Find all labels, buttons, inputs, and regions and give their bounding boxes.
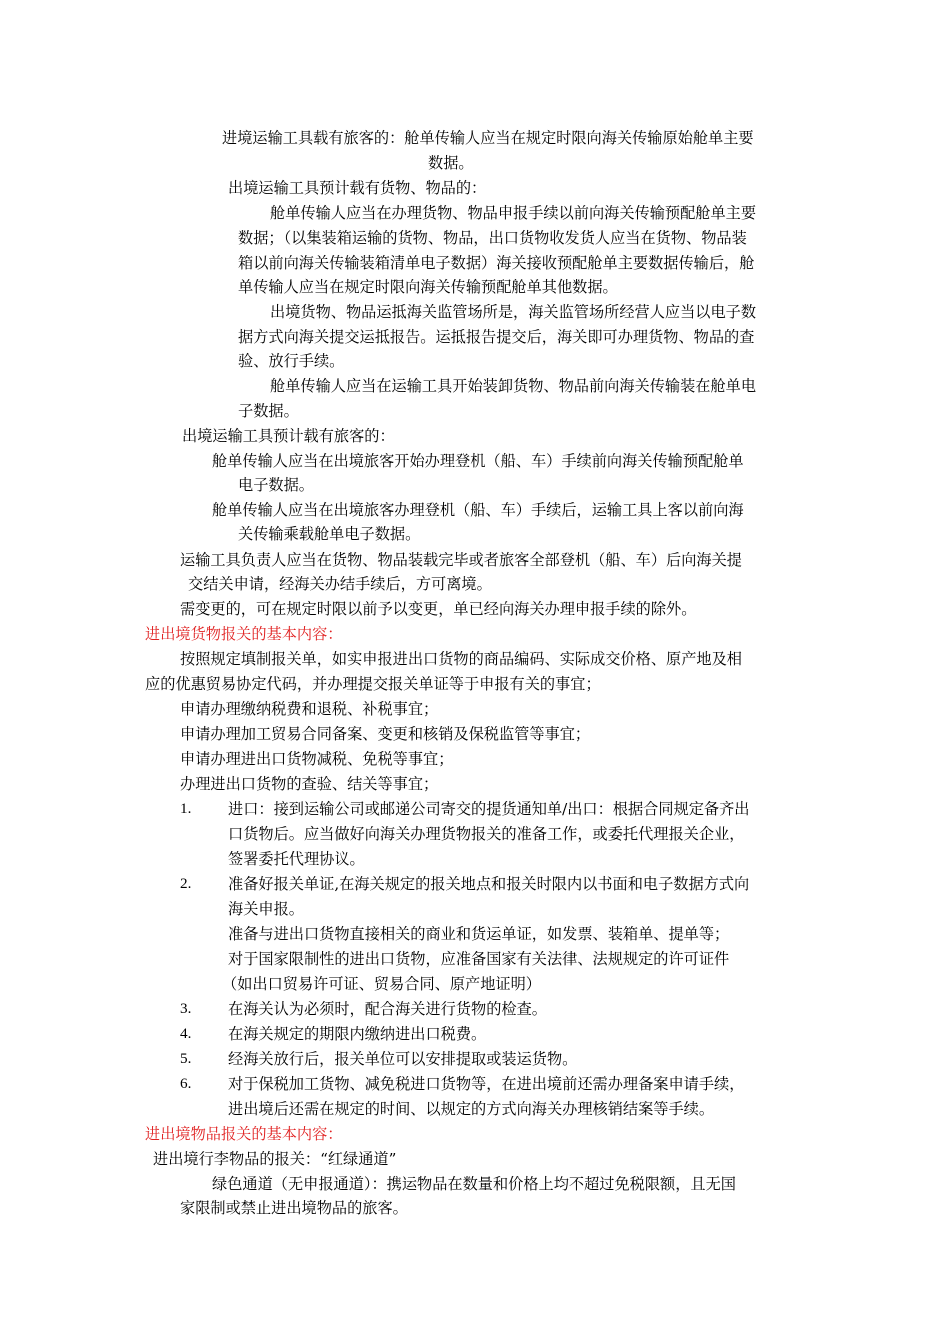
step-line: 准备与进出口货物直接相关的商业和货运单证，如发票、装箱单、提单等； bbox=[228, 925, 730, 943]
paragraph-line: 舱单传输人应当在办理货物、物品申报手续以前向海关传输预配舱单主要 bbox=[270, 204, 756, 222]
paragraph-line: 子数据。 bbox=[238, 402, 299, 420]
step-line: 海关申报。 bbox=[228, 900, 304, 918]
goods-section-heading: 进出境货物报关的基本内容： bbox=[145, 625, 343, 643]
paragraph-line: 交结关申请，经海关办结手续后，方可离境。 bbox=[188, 575, 492, 593]
step-number: 1. bbox=[180, 800, 192, 817]
step-line: 在海关规定的期限内缴纳进出口税费。 bbox=[228, 1025, 487, 1043]
paragraph-line: 单传输人应当在规定时限向海关传输预配舱单其他数据。 bbox=[238, 278, 618, 296]
step-line: 签署委托代理协议。 bbox=[228, 850, 365, 868]
paragraph-line: 需变更的，可在规定时限以前予以变更，单已经向海关办理申报手续的除外。 bbox=[180, 600, 697, 618]
step-line: 经海关放行后，报关单位可以安排提取或装运货物。 bbox=[228, 1050, 578, 1068]
paragraph-line: 绿色通道（无申报通道）：携运物品在数量和价格上均不超过免税限额，且无国 bbox=[212, 1175, 736, 1193]
paragraph-line: 出境货物、物品运抵海关监管场所是，海关监管场所经营人应当以电子数 bbox=[270, 303, 756, 321]
step-number: 3. bbox=[180, 1000, 192, 1017]
step-line: 口货物后。应当做好向海关办理货物报关的准备工作，或委托代理报关企业， bbox=[228, 825, 745, 843]
step-line: 对于保税加工货物、减免税进口货物等，在进出境前还需办理备案申请手续， bbox=[228, 1075, 745, 1093]
step-number: 4. bbox=[180, 1025, 192, 1042]
paragraph-line: 运输工具负责人应当在货物、物品装载完毕或者旅客全部登机（船、车）后向海关提 bbox=[180, 551, 742, 569]
paragraph-line: 舱单传输人应当在运输工具开始装卸货物、物品前向海关传输装在舱单电 bbox=[270, 377, 756, 395]
paragraph-line: 家限制或禁止进出境物品的旅客。 bbox=[180, 1199, 408, 1217]
list-item: 申请办理加工贸易合同备案、变更和核销及保税监管等事宜； bbox=[180, 725, 591, 743]
departure-passengers-heading: 出境运输工具预计载有旅客的： bbox=[182, 427, 395, 445]
arrival-passengers-line: 进境运输工具载有旅客的：舱单传输人应当在规定时限向海关传输原始舱单主要 bbox=[222, 129, 754, 147]
step-number: 2. bbox=[180, 875, 192, 892]
step-line: 准备好报关单证,在海关规定的报关地点和报关时限内以书面和电子数据方式向 bbox=[228, 875, 750, 893]
step-line: （如出口贸易许可证、贸易合同、原产地证明） bbox=[222, 975, 541, 993]
step-line: 进口：接到运输公司或邮递公司寄交的提货通知单/出口：根据合同规定备齐出 bbox=[228, 800, 750, 818]
list-item: 申请办理进出口货物减税、免税等事宜； bbox=[180, 750, 454, 768]
paragraph-line: 按照规定填制报关单，如实申报进出口货物的商品编码、实际成交价格、原产地及相 bbox=[180, 650, 742, 668]
paragraph-line: 电子数据。 bbox=[238, 476, 314, 494]
paragraph-line: 舱单传输人应当在出境旅客办理登机（船、车）手续后，运输工具上客以前向海 bbox=[212, 501, 744, 519]
step-number: 6. bbox=[180, 1075, 192, 1092]
list-item: 申请办理缴纳税费和退税、补税事宜； bbox=[180, 700, 439, 718]
step-line: 在海关认为必须时，配合海关进行货物的检查。 bbox=[228, 1000, 547, 1018]
paragraph-line: 箱以前向海关传输装箱清单电子数据）海关接收预配舱单主要数据传输后，舱 bbox=[238, 254, 755, 272]
departure-goods-heading: 出境运输工具预计载有货物、物品的： bbox=[228, 179, 487, 197]
paragraph-line: 据方式向海关提交运抵报告。运抵报告提交后，海关即可办理货物、物品的查 bbox=[238, 328, 755, 346]
paragraph-line: 进出境行李物品的报关：“红绿通道” bbox=[153, 1150, 397, 1168]
step-line: 对于国家限制性的进出口货物，应准备国家有关法律、法规规定的许可证件 bbox=[228, 950, 730, 968]
paragraph-line: 应的优惠贸易协定代码，并办理提交报关单证等于申报有关的事宜； bbox=[145, 675, 601, 693]
step-line: 进出境后还需在规定的时间、以规定的方式向海关办理核销结案等手续。 bbox=[228, 1100, 714, 1118]
list-item: 办理进出口货物的查验、结关等事宜； bbox=[180, 775, 439, 793]
paragraph-line: 舱单传输人应当在出境旅客开始办理登机（船、车）手续前向海关传输预配舱单 bbox=[212, 452, 744, 470]
step-number: 5. bbox=[180, 1050, 192, 1067]
arrival-passengers-line: 数据。 bbox=[428, 154, 474, 172]
paragraph-line: 数据；（以集装箱运输的货物、物品，出口货物收发货人应当在货物、物品装 bbox=[238, 229, 747, 247]
paragraph-line: 验、放行手续。 bbox=[238, 352, 345, 370]
paragraph-line: 关传输乘载舱单电子数据。 bbox=[238, 525, 421, 543]
articles-section-heading: 进出境物品报关的基本内容： bbox=[145, 1125, 343, 1143]
